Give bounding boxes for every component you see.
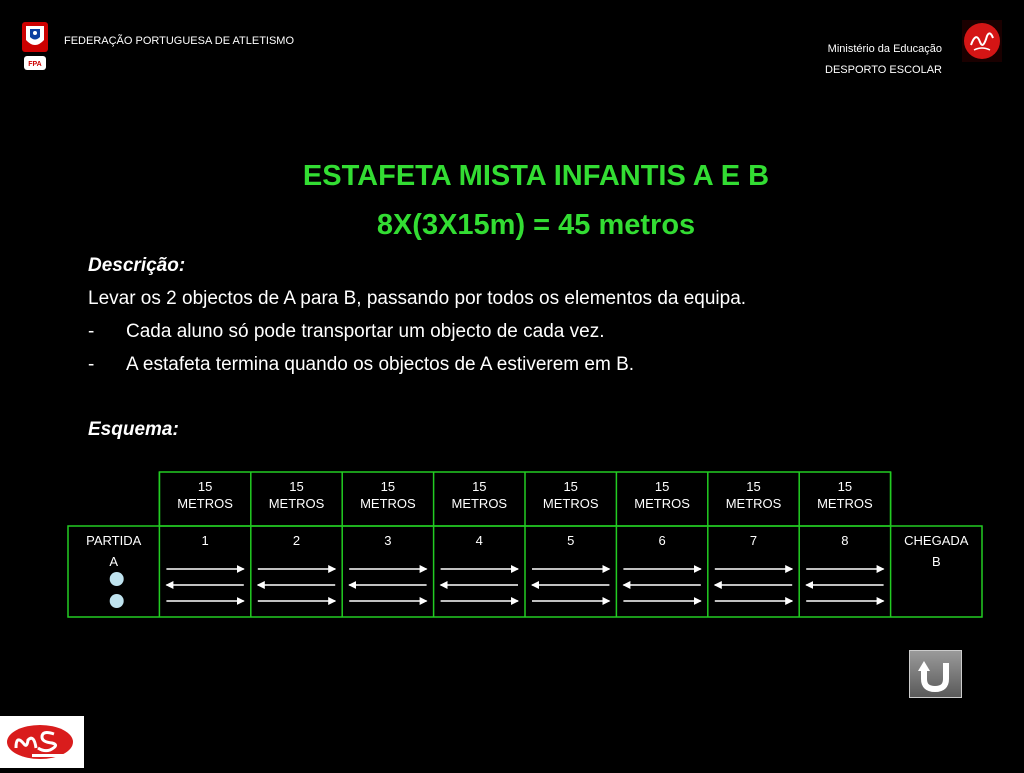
relay-scheme: [0, 460, 1024, 630]
ms-logo: [0, 716, 84, 768]
segment-distance-unit: METROS: [268, 496, 325, 511]
segment-distance-unit: METROS: [725, 496, 782, 511]
page-subtitle: 8X(3X15m) = 45 metros: [376, 209, 696, 241]
lane-number: 8: [841, 533, 849, 548]
lane-number: 2: [292, 533, 301, 548]
org-right-line2: DESPORTO ESCOLAR: [825, 64, 942, 76]
lane-number: 6: [658, 533, 666, 548]
page-title: ESTAFETA MISTA INFANTIS A E B: [302, 160, 770, 192]
lane-number: 1: [201, 533, 209, 548]
segment-distance-value: 15: [654, 479, 670, 494]
relay-object: [110, 594, 124, 608]
segment-distance-unit: METROS: [817, 496, 873, 511]
lane-number: 5: [567, 533, 575, 548]
segment-distance-value: 15: [197, 479, 213, 494]
segment-distance-unit: METROS: [177, 496, 233, 511]
segment-distance-unit: METROS: [634, 496, 690, 511]
segment-distance-unit: METROS: [542, 496, 599, 511]
bullet-marker: -: [88, 321, 95, 342]
bullet-marker: -: [88, 354, 95, 375]
description-heading: Descrição:: [88, 255, 186, 276]
finish-point: B: [931, 554, 941, 569]
fpa-logo-letters: FPA: [28, 61, 42, 68]
description-text: Levar os 2 objectos de A para B, passando por todos os elementos da equipa.: [88, 288, 747, 309]
segment-distance-value: 15: [563, 479, 578, 494]
org-left-text: FEDERAÇÃO PORTUGUESA DE ATLETISMO: [64, 35, 295, 47]
start-label: PARTIDA: [86, 533, 142, 548]
start-point: A: [109, 554, 119, 569]
lane-number: 7: [749, 533, 758, 548]
segment-distance-value: 15: [289, 479, 304, 494]
fpa-logo: [18, 20, 52, 72]
finish-label: CHEGADA: [904, 533, 969, 548]
lane-number: 4: [475, 533, 483, 548]
relay-object: [110, 572, 124, 586]
bullet-text: Cada aluno só pode transportar um objecto de cada vez.: [126, 321, 605, 342]
segment-distance-value: 15: [380, 479, 396, 494]
u-turn-arrow-icon: [910, 651, 961, 697]
me-logo: [962, 20, 1002, 62]
lane-number: 3: [384, 533, 392, 548]
org-right-line1: Ministério da Educação: [827, 43, 942, 55]
scheme-heading: Esquema:: [88, 419, 179, 440]
back-button[interactable]: [909, 650, 962, 698]
segment-distance-value: 15: [746, 479, 761, 494]
bullet-text: A estafeta termina quando os objectos de A estiverem em B.: [126, 354, 635, 375]
segment-distance-value: 15: [472, 479, 487, 494]
segment-distance-value: 15: [837, 479, 853, 494]
segment-distance-unit: METROS: [451, 496, 508, 511]
segment-distance-unit: METROS: [360, 496, 416, 511]
